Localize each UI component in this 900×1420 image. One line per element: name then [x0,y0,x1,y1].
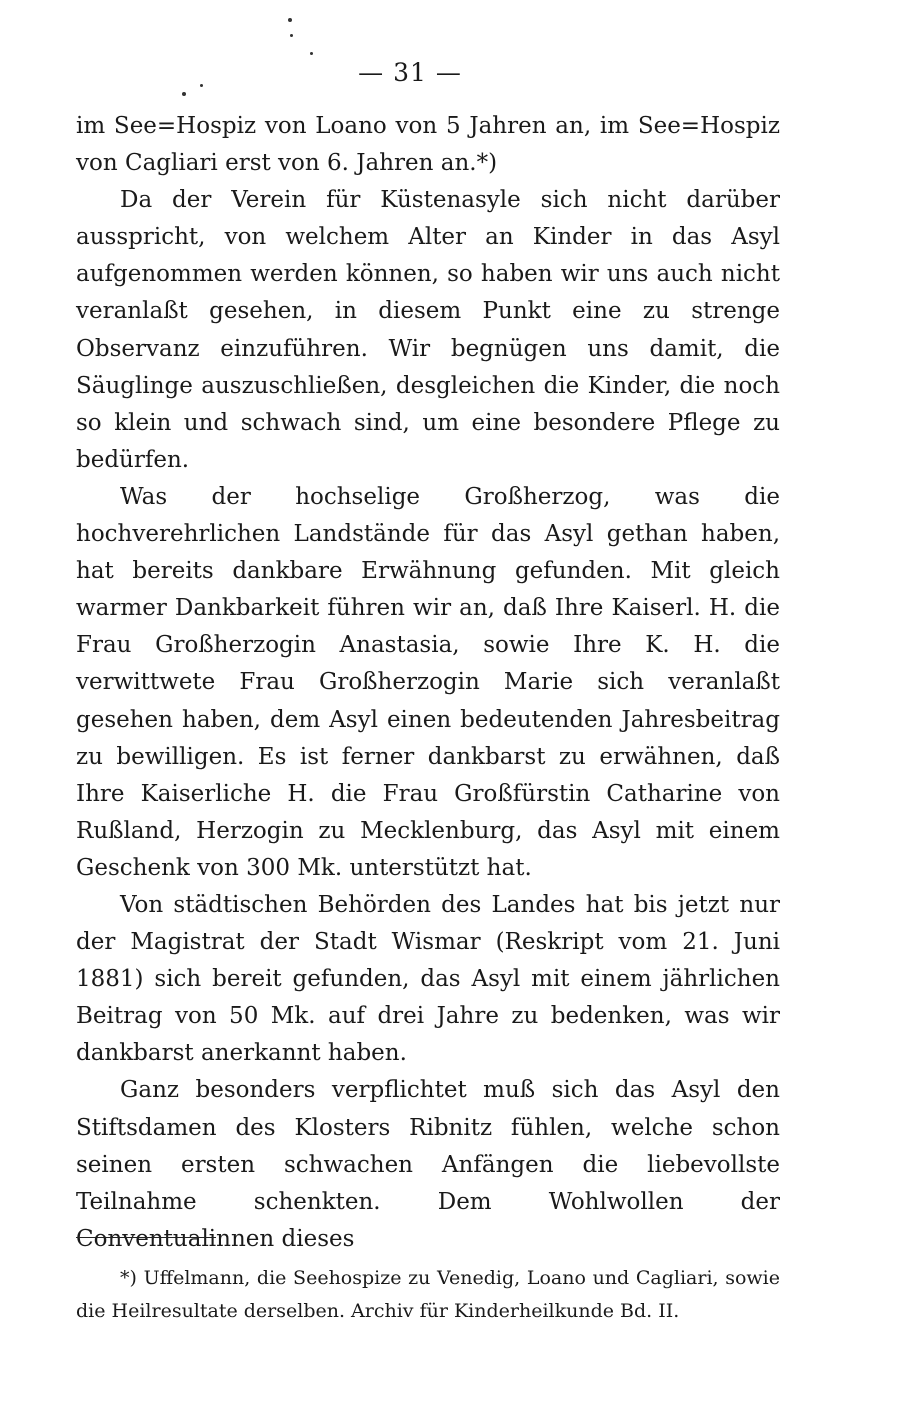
paragraph-4: Von städtischen Behörden des Landes hat bis jetzt nur der Magistrat der Stadt Wismar (Reskript vom 21. Juni 1881) sich bereit gefunden, das Asyl mit einem jährlichen Beitrag von 50 Mk. auf drei Jahre zu bedenken, was wir dankbarst anerkannt haben. [76,891,780,1067]
paragraph-2: Da der Verein für Küstenasyle sich nicht darüber ausspricht, von welchem Alter an Kinder in das Asyl aufgenommen werden können, so haben wir uns auch nicht veranlaßt gesehen, in diesem Punkt eine zu strenge Observanz einzuführen. Wir begnügen uns damit, die Säuglinge auszuschließen, desgleichen die Kinder, die noch so klein und schwach sind, um eine besondere Pflege zu bedürfen. [76,187,780,473]
paragraph-5: Ganz besonders verpflichtet muß sich das Asyl den Stiftsdamen des Klosters Ribnitz fühlen, welche schon seinen ersten schwachen Anfängen die liebevollste Teilnahme schenkten. Dem Wohlwollen der Conventualinnen dieses [76,1077,780,1252]
footnote-divider [76,1237,216,1238]
paragraph-1: im See=Hospiz von Loano von 5 Jahren an, im See=Hospiz von Cagliari erst von 6. Jahren an.*) [76,113,780,177]
body-text [76,108,780,1258]
paragraph-3: Was der hochselige Großherzog, was die hochverehrlichen Landstände für das Asyl gethan haben, hat bereits dankbare Erwähnung gefunden. Mit gleich warmer Dankbarkeit führen wir an, daß Ihre Kaiserl. H. die Frau Großherzogin Anastasia, sowie Ihre K. H. die verwittwete Frau Großherzogin Marie sich veranlaßt gesehen haben, dem Asyl einen bedeutenden Jahresbeitrag zu bewilligen. Es ist ferner dankbarst zu erwähnen, daß Ihre Kaiserliche H. die Frau Großfürstin Catharine von Rußland, Herzogin zu Mecklenburg, das Asyl mit einem Geschenk von 300 Mk. unterstützt hat. [76,483,780,881]
footnote-text: *) Uffelmann, die Seehospize zu Venedig, Loano und Cagliari, sowie die Heilresultate derselben. Archiv für Kinderheilkunde Bd. II. [76,1267,780,1322]
footnote [76,1262,780,1328]
print-specks [170,0,290,110]
page-number: — 31 — [358,58,462,87]
